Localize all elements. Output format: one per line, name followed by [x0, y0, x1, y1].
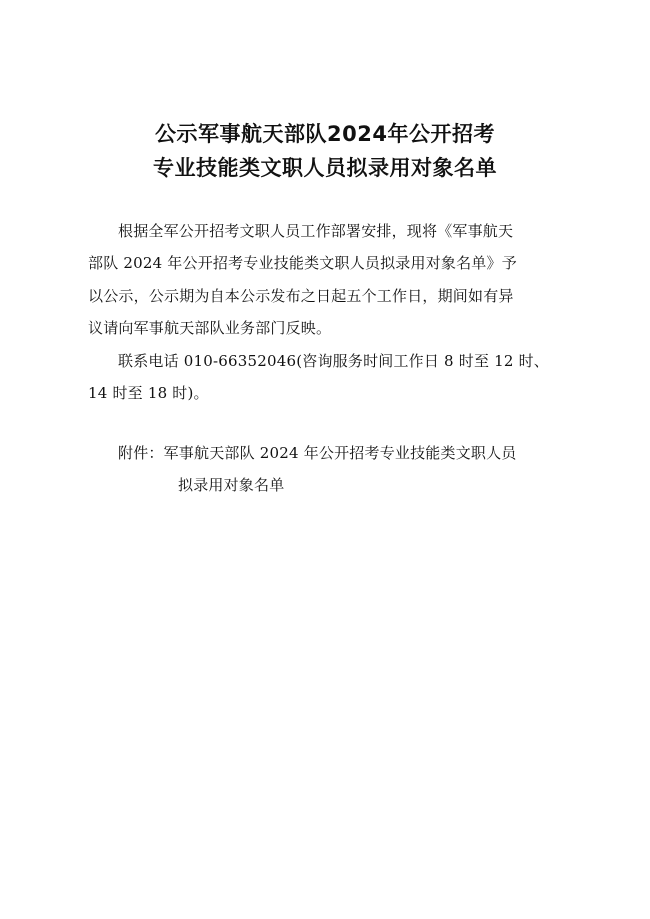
contact-line-1: 联系电话 010-66352046(咨询服务时间工作日 8 时至 12 时、 [118, 352, 549, 370]
body-paragraph-line-2: 部队 2024 年公开招考专业技能类文职人员拟录用对象名单》予 [88, 254, 517, 272]
document-title-line-1: 公示军事航天部队2024年公开招考 [155, 122, 495, 146]
attachment-line-2: 拟录用对象名单 [178, 476, 285, 494]
contact-line-2: 14 时至 18 时)。 [88, 384, 209, 402]
body-paragraph-line-3: 以公示，公示期为自本公示发布之日起五个工作日，期间如有异 [88, 287, 514, 305]
document-title-line-2: 专业技能类文职人员拟录用对象名单 [153, 156, 497, 180]
body-paragraph-line-4: 议请向军事航天部队业务部门反映。 [88, 319, 332, 337]
attachment-line-1: 附件：军事航天部队 2024 年公开招考专业技能类文职人员 [118, 444, 517, 462]
body-paragraph-line-1: 根据全军公开招考文职人员工作部署安排，现将《军事航天 [118, 222, 514, 240]
